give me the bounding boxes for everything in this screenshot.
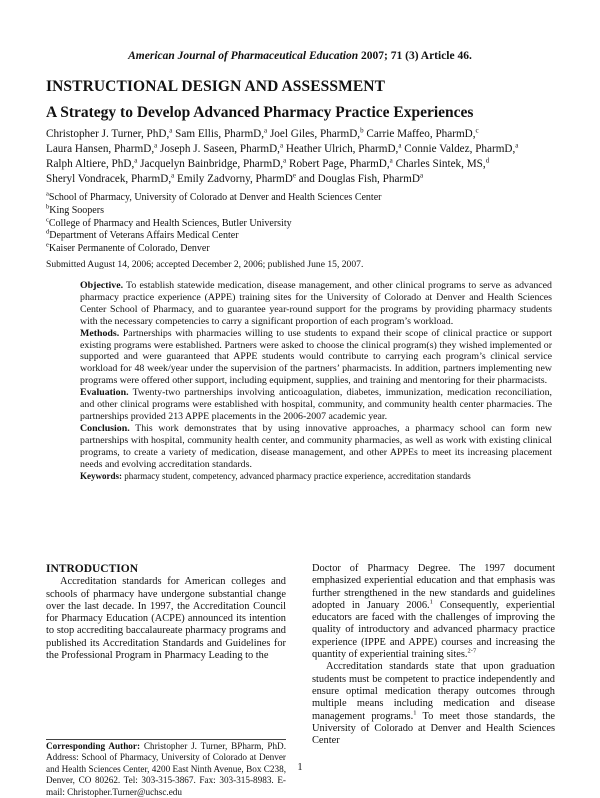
running-head xyxy=(0,50,600,62)
author: Carrie Maffeo, PharmD,$^c$ xyxy=(366,126,479,140)
author: Heather Ulrich, PharmD,$^a$ xyxy=(285,141,402,155)
affiliation: $^b$King Soopers xyxy=(46,203,104,216)
author: Jacquelyn Bainbridge, PharmD,$^a$ xyxy=(140,156,287,170)
corresponding-author-note: Corresponding Author: Christopher J. Turner, BPharm, PhD. Address: School of Pharmacy, University of Colorado at Denver and Health Sciences Center, 4200 East Ninth Avenue, Box C238, Denver, CO 80262. Tel: 303-315-3867. Fax: 303-315-8983. E-mail: Christopher.Turner@uchsc.edu xyxy=(46,741,286,797)
author: and Douglas Fish, PharmD$^a$ xyxy=(298,171,424,185)
author: Christopher J. Turner, PhD,$^a$ xyxy=(46,126,173,140)
submission-dates: Submitted August 14, 2006; accepted December 2, 2006; published June 15, 2007. xyxy=(46,259,364,270)
author: Joseph J. Saseen, PharmD,$^a$ xyxy=(160,141,284,155)
author: Joel Giles, PharmD,$^b$ xyxy=(269,126,364,140)
abstract-evaluation: Evaluation. Twenty-two partnerships involving anticoagulation, diabetes, immunization, medication reconciliation, and other clinical programs were established with hospital, community, and community health center pharmacies. The partnerships provided 213 APPE placements in the 2006-2007 academic year. xyxy=(80,387,552,422)
left-column xyxy=(46,563,286,662)
author: Sheryl Vondracek, PharmD,$^a$ xyxy=(46,171,175,185)
abstract-keywords: Keywords: pharmacy student, competency, advanced pharmacy practice experience, accreditation standards xyxy=(80,470,471,481)
affiliation: $^e$Kaiser Permanente of Colorado, Denver xyxy=(46,241,210,255)
introduction-paragraph: Accreditation standards for American colleges and schools of pharmacy have undergone substantial change over the last decade. In 1997, the Accreditation Council for Pharmacy Education (ACPE) announced its intention to stop accrediting baccalaureate pharmacy programs and published its Accreditation Standards and Guidelines for the Professional Program in Pharmacy Leading to the xyxy=(46,576,286,662)
article-title: A Strategy to Develop Advanced Pharmacy Practice Experiences xyxy=(46,104,474,121)
author: Sam Ellis, PharmD,$^a$ xyxy=(175,126,268,140)
body-paragraph: Doctor of Pharmacy Degree. The 1997 document emphasized experiential education and that emphasis was further strengthened in the new standards and guidelines adopted in January 2006.$^1$ Consequently, experiential educators are faced with the challenges of improving the quality of introductory and advanced pharmacy practice experience (IPPE and APPE) courses and increasing the quantity of experiential training sites.$^{2-7}$ xyxy=(312,563,555,661)
journal-name: American Journal of Pharmaceutical Education xyxy=(128,50,359,62)
affiliation: $^a$School of Pharmacy, University of Colorado at Denver and Health Sciences Center xyxy=(46,190,382,203)
author: Ralph Altiere, PhD,$^a$ xyxy=(46,156,138,170)
right-column xyxy=(312,563,555,747)
journal-citation: 2007; 71 (3) Article 46. xyxy=(361,50,472,62)
abstract-conclusion: Conclusion. This work demonstrates that by using innovative approaches, a pharmacy school can form new partnerships with hospital, community health center, and community pharmacies, as well as work with existing clinical programs, to create a variety of medication, disease management, and other APPEs to meet its increasing placement needs and evolving accreditation standards. xyxy=(80,422,552,470)
abstract xyxy=(80,280,552,482)
affiliation: $^d$Department of Veterans Affairs Medical Center xyxy=(46,229,239,242)
abstract-objective: Objective. To establish statewide medication, disease management, and other clinical programs to serve as advanced pharmacy practice experience (APPE) training sites for the University of Colorado at Denver and Health Sciences Center School of Pharmacy, and to guarantee year-round support for the programs by providing pharmacy students with the necessary competencies to carry a significant proportion of each program’s workload. xyxy=(80,280,552,327)
author: Robert Page, PharmD,$^a$ xyxy=(288,156,393,170)
author: Laura Hansen, PharmD,$^a$ xyxy=(46,141,158,155)
author-list xyxy=(46,127,556,187)
author: Connie Valdez, PharmD,$^a$ xyxy=(404,141,519,155)
author: Charles Sintek, MS,$^d$ xyxy=(395,156,490,170)
footnote-divider xyxy=(46,739,286,740)
page-number: 1 xyxy=(297,762,303,773)
section-title: INSTRUCTIONAL DESIGN AND ASSESSMENT xyxy=(46,78,386,95)
affiliation-list xyxy=(46,192,556,256)
author: Emily Zadvorny, PharmD$^e$ xyxy=(177,171,296,185)
introduction-heading: INTRODUCTION xyxy=(46,563,139,575)
abstract-methods: Methods. Partnerships with pharmacies willing to use students to expand their scope of clinical practice or support existing programs were established. Partners were asked to choose the clinical program(s) they wished implemented or supported and were guaranteed that APPE students would contribute to carrying each program’s clinical service workload for 48 week/year under the supervision of the partners’ pharmacists. In addition, partners implementing new programs were offered other support, including equipment, supplies, and training and mentoring for their pharmacists. xyxy=(80,327,553,387)
body-paragraph: Accreditation standards state that upon graduation students must be competent to practice independently and ensure optimal medication therapy outcomes through multiple means including medication and disease management programs.$^1$ To meet those standards, the University of Colorado at Denver and Health Sciences Center xyxy=(312,661,555,747)
affiliation: $^c$College of Pharmacy and Health Sciences, Butler University xyxy=(46,216,292,229)
